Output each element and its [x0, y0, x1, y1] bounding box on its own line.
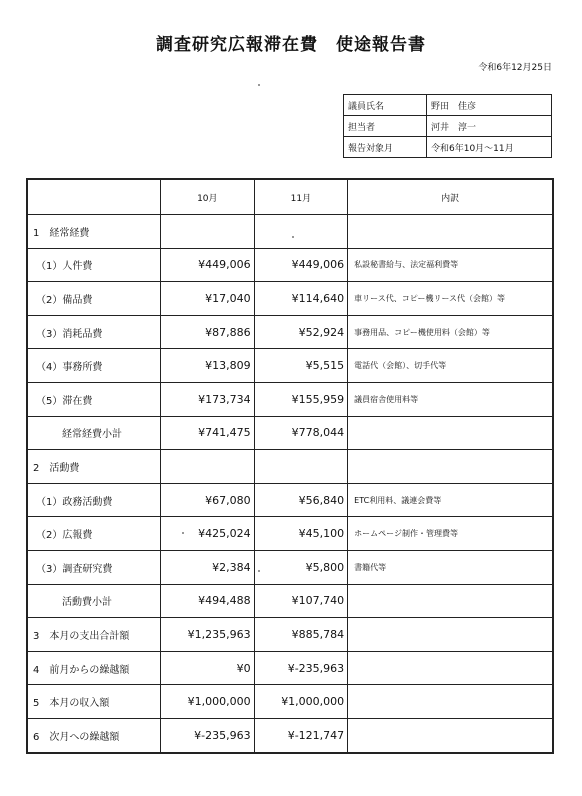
speck	[292, 236, 294, 238]
table-row	[27, 282, 553, 316]
row-label: 2 活動費	[27, 450, 161, 484]
november-amount: ¥-121,747	[254, 718, 348, 752]
october-amount: ¥17,040	[161, 282, 255, 316]
row-label: （4）事務所費	[27, 349, 161, 383]
october-amount: ¥494,488	[161, 584, 255, 618]
november-amount	[254, 215, 348, 249]
november-amount: ¥1,000,000	[254, 685, 348, 719]
row-label: （2）備品費	[27, 282, 161, 316]
row-note: 電話代（会館）、切手代等	[348, 349, 553, 383]
october-amount	[161, 450, 255, 484]
speck	[258, 570, 260, 572]
october-amount: ¥1,000,000	[161, 685, 255, 719]
october-amount: ¥67,080	[161, 483, 255, 517]
row-label: 5 本月の収入額	[27, 685, 161, 719]
october-amount	[161, 215, 255, 249]
report-date: 令和6年12月25日	[478, 63, 552, 73]
table-row	[27, 685, 553, 719]
header-cell	[27, 179, 161, 215]
row-note	[348, 618, 553, 652]
header-cell: 10月	[161, 179, 255, 215]
info-row-period	[344, 137, 552, 158]
table-header-row	[27, 179, 553, 215]
table-row	[27, 349, 553, 383]
row-label: （5）滞在費	[27, 382, 161, 416]
row-label: （1）政務活動費	[27, 483, 161, 517]
info-label: 議員氏名	[344, 95, 427, 116]
table-row	[27, 248, 553, 282]
row-label: （3）調査研究費	[27, 550, 161, 584]
row-label: （3）消耗品費	[27, 315, 161, 349]
table-row	[27, 450, 553, 484]
table-row	[27, 315, 553, 349]
table-row	[27, 517, 553, 551]
row-note	[348, 584, 553, 618]
row-note	[348, 416, 553, 450]
info-value: 河井 淳一	[427, 116, 552, 137]
table-row	[27, 718, 553, 752]
row-label: （1）人件費	[27, 248, 161, 282]
row-note: 書籍代等	[348, 550, 553, 584]
row-note: 私設秘書給与、法定福利費等	[348, 248, 553, 282]
november-amount: ¥52,924	[254, 315, 348, 349]
november-amount: ¥155,959	[254, 382, 348, 416]
table-row	[27, 382, 553, 416]
row-note: 議員宿舎使用料等	[348, 382, 553, 416]
document-title: 調査研究広報滞在費 使途報告書	[156, 35, 426, 55]
november-amount: ¥114,640	[254, 282, 348, 316]
row-note: ホームページ制作・管理費等	[348, 517, 553, 551]
november-amount	[254, 450, 348, 484]
expense-table	[26, 178, 554, 754]
row-note	[348, 450, 553, 484]
october-amount: ¥425,024	[161, 517, 255, 551]
october-amount: ¥741,475	[161, 416, 255, 450]
info-row-member	[344, 95, 552, 116]
row-note	[348, 685, 553, 719]
row-note	[348, 215, 553, 249]
row-note	[348, 651, 553, 685]
row-label: （2）広報費	[27, 517, 161, 551]
table-row	[27, 584, 553, 618]
row-label: 6 次月への繰越額	[27, 718, 161, 752]
header-cell: 11月	[254, 179, 348, 215]
october-amount: ¥449,006	[161, 248, 255, 282]
november-amount: ¥45,100	[254, 517, 348, 551]
row-label: 4 前月からの繰越額	[27, 651, 161, 685]
table-row	[27, 215, 553, 249]
october-amount: ¥13,809	[161, 349, 255, 383]
november-amount: ¥-235,963	[254, 651, 348, 685]
row-note: 事務用品、コピー機使用料（会館）等	[348, 315, 553, 349]
header-cell: 内訳	[348, 179, 553, 215]
october-amount: ¥2,384	[161, 550, 255, 584]
info-value: 令和6年10月～11月	[427, 137, 552, 158]
november-amount: ¥5,515	[254, 349, 348, 383]
november-amount: ¥778,044	[254, 416, 348, 450]
table-row	[27, 416, 553, 450]
row-label: 経常経費小計	[27, 416, 161, 450]
info-row-staff	[344, 116, 552, 137]
row-label: 1 経常経費	[27, 215, 161, 249]
table-row	[27, 483, 553, 517]
speck	[258, 84, 260, 86]
november-amount: ¥885,784	[254, 618, 348, 652]
table-row	[27, 550, 553, 584]
info-table	[343, 94, 552, 158]
info-label: 担当者	[344, 116, 427, 137]
november-amount: ¥107,740	[254, 584, 348, 618]
table-row	[27, 618, 553, 652]
row-label: 活動費小計	[27, 584, 161, 618]
october-amount: ¥1,235,963	[161, 618, 255, 652]
table-row	[27, 651, 553, 685]
october-amount: ¥0	[161, 651, 255, 685]
october-amount: ¥173,734	[161, 382, 255, 416]
november-amount: ¥5,800	[254, 550, 348, 584]
info-value: 野田 佳彦	[427, 95, 552, 116]
row-note: 車リース代、コピー機リース代（会館）等	[348, 282, 553, 316]
row-note	[348, 718, 553, 752]
speck	[182, 532, 184, 534]
row-label: 3 本月の支出合計額	[27, 618, 161, 652]
row-note: ETC利用料、議連会費等	[348, 483, 553, 517]
october-amount: ¥87,886	[161, 315, 255, 349]
november-amount: ¥449,006	[254, 248, 348, 282]
info-label: 報告対象月	[344, 137, 427, 158]
october-amount: ¥-235,963	[161, 718, 255, 752]
november-amount: ¥56,840	[254, 483, 348, 517]
